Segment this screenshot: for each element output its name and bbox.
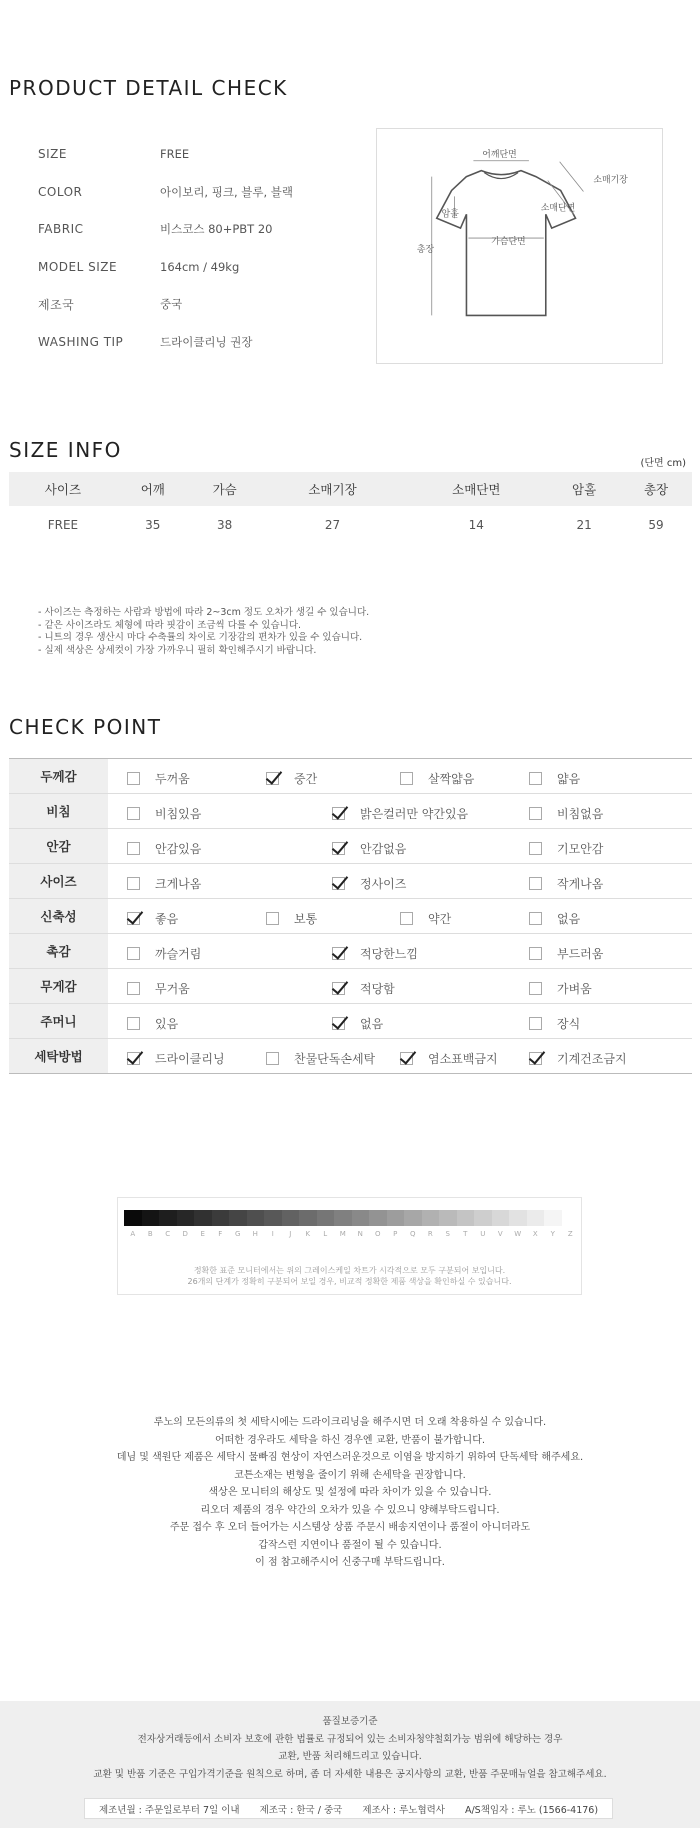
notice-line: 색상은 모니터의 해상도 및 설정에 따라 차이가 있을 수 있습니다. [208, 1487, 492, 1498]
grayscale-letter: G [235, 1230, 241, 1238]
check-option-label: 작게나옴 [557, 877, 604, 891]
grayscale-letter: K [305, 1230, 311, 1238]
check-option-label: 찬물단독손세탁 [294, 1052, 376, 1066]
check-option [266, 1050, 375, 1067]
check-option-label: 무거움 [155, 982, 190, 996]
check-option [127, 1015, 178, 1032]
grayscale-letter: C [165, 1230, 171, 1238]
grayscale-swatch [264, 1210, 282, 1226]
check-row-label: 두께감 [9, 759, 108, 794]
grayscale-swatch [527, 1210, 545, 1226]
check-row [9, 864, 692, 899]
diagram-label-sleeve-length: 소매기장 [593, 175, 628, 186]
footer [0, 1701, 700, 1828]
grayscale-swatch [299, 1210, 317, 1226]
checked-box-icon [400, 1052, 413, 1065]
product-info-box [84, 1798, 613, 1819]
grayscale-letter: U [480, 1230, 486, 1238]
size-info-title: SIZE INFO [9, 438, 122, 462]
check-option-label: 중간 [294, 772, 318, 786]
check-option-label: 비침있음 [155, 807, 202, 821]
check-option-label: 약간 [428, 912, 452, 926]
footer-info-item: A/S책임자 : 루노 (1566-4176) [464, 1804, 599, 1816]
check-option [127, 770, 190, 787]
check-option [127, 980, 190, 997]
check-option [332, 840, 406, 857]
grayscale-swatch [142, 1210, 160, 1226]
check-option [266, 770, 317, 787]
detail-row [38, 182, 293, 202]
footer-info-item: 제조년월 : 주문일로부터 7일 이내 [98, 1804, 240, 1816]
check-row-label: 안감 [9, 829, 108, 864]
grayscale-letter: H [252, 1230, 258, 1238]
notice-text [0, 1414, 700, 1572]
unchecked-box-icon [529, 912, 542, 925]
grayscale-swatch [317, 1210, 335, 1226]
check-option-label: 살짝얇음 [428, 772, 475, 786]
size-value-cell: 38 [217, 517, 233, 532]
check-row-label: 세탁방법 [9, 1039, 108, 1074]
detail-row [38, 257, 239, 277]
unchecked-box-icon [529, 772, 542, 785]
grayscale-letter: N [357, 1230, 363, 1238]
notice-line: 갑작스런 지연이나 품절이 될 수 있습니다. [258, 1539, 442, 1551]
grayscale-swatch [544, 1210, 562, 1226]
check-option-label: 밝은컬러만 약간있음 [360, 807, 469, 821]
check-option-label: 염소표백금지 [428, 1052, 498, 1066]
check-row-options [108, 864, 692, 899]
check-row-options [108, 794, 692, 829]
grayscale-swatch [282, 1210, 300, 1226]
grayscale-swatch [439, 1210, 457, 1226]
size-table [9, 472, 692, 543]
unchecked-box-icon [127, 982, 140, 995]
detail-label: 제조국 [38, 297, 75, 312]
checked-box-icon [529, 1052, 542, 1065]
notice-line: 주문 접수 후 오더 들어가는 시스템상 상품 주문시 배송지연이나 품절이 아니더라도 [169, 1522, 531, 1533]
check-row [9, 969, 692, 1004]
unchecked-box-icon [529, 877, 542, 890]
footer-info-item: 제조국 : 한국 / 중국 [259, 1804, 343, 1816]
detail-value: 드라이클리닝 권장 [160, 334, 253, 349]
size-diagram [376, 128, 663, 364]
grayscale-letter: Z [567, 1230, 573, 1238]
check-option-label: 기계건조금지 [557, 1052, 627, 1066]
detail-label: FABRIC [38, 222, 84, 236]
grayscale-swatch [387, 1210, 405, 1226]
check-option [266, 910, 317, 927]
check-row-options [108, 899, 692, 934]
check-row-options [108, 759, 692, 794]
check-option [400, 770, 474, 787]
check-row-options [108, 829, 692, 864]
check-option-label: 없음 [360, 1017, 384, 1031]
grayscale-letter: B [147, 1230, 153, 1238]
footer-line: 교환 및 반품 기준은 구입가격기준을 원칙으로 하며, 좀 더 자세한 내용은 공지사항의 교환, 반품 주문매뉴얼을 참고해주세요. [93, 1768, 607, 1780]
unchecked-box-icon [529, 842, 542, 855]
grayscale-letter: L [323, 1230, 328, 1238]
check-option-label: 부드러움 [557, 947, 604, 961]
grayscale-note [118, 1265, 581, 1287]
check-option [332, 875, 406, 892]
grayscale-swatch [474, 1210, 492, 1226]
check-row-options [108, 1039, 692, 1074]
check-option-label: 적당함 [360, 982, 395, 996]
diagram-label-chest: 가슴단면 [491, 237, 526, 248]
check-row-label: 무게감 [9, 969, 108, 1004]
checked-box-icon [127, 912, 140, 925]
checked-box-icon [332, 1017, 345, 1030]
grayscale-letter: M [339, 1230, 346, 1238]
grayscale-letter: A [130, 1230, 136, 1238]
check-option [127, 910, 178, 927]
diagram-label-armhole: 암홀 [441, 209, 459, 220]
check-option [127, 875, 201, 892]
size-unit-note: (단면 cm) [640, 458, 686, 469]
product-detail-title: PRODUCT DETAIL CHECK [9, 76, 288, 100]
checked-box-icon [332, 877, 345, 890]
check-option [332, 945, 418, 962]
grayscale-letter: P [393, 1230, 398, 1238]
check-option-label: 보통 [294, 912, 318, 926]
size-header-cell: 어깨 [117, 472, 189, 506]
tshirt-diagram [377, 129, 662, 363]
grayscale-letter: S [445, 1230, 450, 1238]
diagram-label-sleeve-width: 소매단면 [540, 203, 576, 214]
detail-value: 비스코스 80+PBT 20 [160, 222, 273, 236]
unchecked-box-icon [127, 947, 140, 960]
unchecked-box-icon [529, 1017, 542, 1030]
check-option-label: 있음 [155, 1017, 179, 1031]
grayscale-letter: E [200, 1230, 205, 1238]
check-option-label: 드라이클리닝 [155, 1052, 225, 1066]
size-value-cell: FREE [47, 517, 79, 532]
check-row-label: 사이즈 [9, 864, 108, 899]
diagram-label-shoulder: 어깨단면 [482, 149, 517, 160]
check-row-label: 신축성 [9, 899, 108, 934]
grayscale-swatch [509, 1210, 527, 1226]
grayscale-swatch [334, 1210, 352, 1226]
diagram-label-length: 총장 [416, 244, 435, 255]
detail-row [38, 144, 189, 164]
check-option [332, 980, 395, 997]
grayscale-swatch [404, 1210, 422, 1226]
check-row [9, 794, 692, 829]
check-point-title: CHECK POINT [9, 715, 162, 739]
check-row-options [108, 1004, 692, 1039]
checked-box-icon [332, 842, 345, 855]
check-option [400, 1050, 498, 1067]
grayscale-letter: I [271, 1230, 274, 1238]
checked-box-icon [332, 982, 345, 995]
check-row [9, 1004, 692, 1039]
check-option-label: 크게나옴 [155, 877, 202, 891]
unchecked-box-icon [529, 807, 542, 820]
grayscale-bar [124, 1210, 579, 1226]
grayscale-letter: J [289, 1230, 292, 1238]
check-row-options [108, 969, 692, 1004]
check-option [332, 1015, 383, 1032]
size-note-line: - 니트의 경우 생산시 마다 수축률의 차이로 기장감의 편차가 있을 수 있습니다. [38, 632, 363, 643]
check-row-label: 주머니 [9, 1004, 108, 1039]
check-option-label: 기모안감 [557, 842, 604, 856]
checked-box-icon [266, 772, 279, 785]
unchecked-box-icon [529, 947, 542, 960]
check-option [127, 945, 201, 962]
notice-line: 루노의 모든의류의 첫 세탁시에는 드라이크리닝을 해주시면 더 오래 착용하실 수 있습니다. [153, 1417, 547, 1428]
check-option [529, 945, 603, 962]
size-value-cell: 21 [576, 517, 592, 532]
detail-label: COLOR [38, 184, 83, 199]
grayscale-letter: D [182, 1230, 188, 1238]
unchecked-box-icon [127, 1017, 140, 1030]
check-option-label: 안감있음 [155, 842, 202, 856]
grayscale-letter: Q [409, 1230, 416, 1238]
grayscale-swatch [229, 1210, 247, 1226]
size-note-line: - 같은 사이즈라도 체형에 따라 핏감이 조금씩 다를 수 있습니다. [38, 619, 302, 631]
check-option-label: 안감없음 [360, 842, 407, 856]
detail-value: 164cm / 49kg [160, 259, 240, 274]
check-option-label: 얇음 [557, 772, 581, 786]
grayscale-swatch [194, 1210, 212, 1226]
grayscale-letter: O [374, 1230, 381, 1238]
grayscale-swatch [457, 1210, 475, 1226]
check-row [9, 759, 692, 794]
size-value-cell: 59 [648, 517, 664, 532]
check-option-label: 좋음 [155, 912, 179, 926]
check-option-label: 가벼움 [557, 982, 592, 996]
grayscale-swatch [369, 1210, 387, 1226]
grayscale-note-line: 26개의 단계가 정확히 구분되어 보일 경우, 비교적 정확한 제품 색상을 확인하실 수 있습니다. [187, 1277, 512, 1286]
check-row [9, 829, 692, 864]
size-header-cell: 총장 [620, 472, 692, 506]
unchecked-box-icon [529, 982, 542, 995]
grayscale-chart [117, 1197, 582, 1295]
grayscale-swatch [124, 1210, 142, 1226]
size-value-cell: 35 [145, 517, 161, 532]
unchecked-box-icon [127, 842, 140, 855]
notice-line: 이 점 참고해주시어 신중구매 부탁드립니다. [255, 1557, 445, 1568]
check-row [9, 934, 692, 969]
size-value-cell: 14 [468, 517, 484, 532]
check-option-label: 정사이즈 [360, 877, 407, 891]
size-header-cell: 가슴 [189, 472, 261, 506]
check-option [529, 1015, 580, 1032]
grayscale-letter: X [532, 1230, 538, 1238]
unchecked-box-icon [266, 1052, 279, 1065]
quality-guarantee-text [0, 1713, 700, 1783]
detail-value: 중국 [160, 297, 183, 311]
checked-box-icon [127, 1052, 140, 1065]
check-option [400, 910, 451, 927]
size-notes [38, 607, 369, 657]
check-row-label: 비침 [9, 794, 108, 829]
size-header-cell: 소매기장 [261, 472, 405, 506]
check-option [529, 875, 603, 892]
check-row [9, 1039, 692, 1074]
detail-value: FREE [160, 147, 190, 161]
check-row-label: 촉감 [9, 934, 108, 969]
notice-line: 코튼소재는 변형을 줄이기 위해 손세탁을 권장합니다. [234, 1469, 466, 1481]
grayscale-swatch [422, 1210, 440, 1226]
unchecked-box-icon [127, 877, 140, 890]
size-header-cell: 소매단면 [404, 472, 548, 506]
grayscale-letters [124, 1230, 579, 1238]
grayscale-letter: F [218, 1230, 223, 1238]
grayscale-letter: V [497, 1230, 503, 1238]
grayscale-swatch [159, 1210, 177, 1226]
size-value-cell: 27 [324, 517, 341, 532]
detail-label: WASHING TIP [38, 334, 124, 349]
check-option [529, 840, 603, 857]
detail-row [38, 294, 182, 314]
notice-line: 데님 및 색원단 제품은 세탁시 물빠짐 현상이 자연스러운것으로 이염을 방지하기 위하여 단독세탁 해주세요. [116, 1452, 584, 1463]
unchecked-box-icon [127, 807, 140, 820]
check-option [127, 840, 201, 857]
unchecked-box-icon [266, 912, 279, 925]
grayscale-note-line: 정확한 표준 모니터에서는 위의 그레이스케일 차트가 시각적으로 모두 구분되어 보입니다. [193, 1266, 506, 1275]
check-option-label: 비침없음 [557, 807, 604, 821]
check-option [529, 770, 580, 787]
detail-label: MODEL SIZE [38, 259, 118, 274]
unchecked-box-icon [400, 772, 413, 785]
check-option [529, 910, 580, 927]
unchecked-box-icon [127, 772, 140, 785]
detail-label: SIZE [38, 147, 67, 161]
checked-box-icon [332, 947, 345, 960]
size-note-line: - 사이즈는 측정하는 사람과 방법에 따라 2~3cm 정도 오차가 생길 수 있습니다. [38, 607, 370, 618]
check-option-label: 적당한느낌 [360, 947, 418, 961]
footer-line: 교환, 반품 처리해드리고 있습니다. [278, 1751, 422, 1762]
check-option-label: 장식 [557, 1017, 581, 1031]
size-header-cell: 사이즈 [9, 472, 117, 506]
grayscale-swatch [352, 1210, 370, 1226]
grayscale-swatch [492, 1210, 510, 1226]
check-point-table [9, 758, 692, 1074]
notice-line: 리오더 제품의 경우 약간의 오차가 있을 수 있으니 양해부탁드립니다. [200, 1504, 500, 1516]
size-header-cell: 암홀 [548, 472, 620, 506]
footer-line: 품질보증기준 [322, 1716, 378, 1727]
check-row-options [108, 934, 692, 969]
size-note-line: - 실제 색상은 상세컷이 가장 가까우니 필히 확인해주시기 바랍니다. [38, 644, 317, 656]
grayscale-swatch [562, 1210, 580, 1226]
check-option [127, 1050, 225, 1067]
grayscale-swatch [212, 1210, 230, 1226]
check-option [529, 1050, 627, 1067]
grayscale-letter: T [463, 1230, 468, 1238]
detail-row [38, 219, 273, 239]
check-option-label: 까슬거림 [155, 947, 202, 961]
check-option [529, 805, 603, 822]
check-option [127, 805, 201, 822]
detail-value: 아이보리, 핑크, 블루, 블랙 [160, 184, 294, 199]
grayscale-letter: W [514, 1230, 522, 1238]
grayscale-letter: R [427, 1230, 433, 1238]
checked-box-icon [332, 807, 345, 820]
check-option-label: 두꺼움 [155, 772, 190, 786]
grayscale-letter: Y [550, 1230, 555, 1238]
check-option [332, 805, 468, 822]
footer-line: 전자상거래등에서 소비자 보호에 관한 법률로 규정되어 있는 소비자청약철회가능 범위에 해당하는 경우 [137, 1733, 563, 1745]
check-row [9, 899, 692, 934]
unchecked-box-icon [400, 912, 413, 925]
grayscale-swatch [247, 1210, 265, 1226]
detail-row [38, 332, 253, 352]
check-option-label: 없음 [557, 912, 581, 926]
check-option [529, 980, 592, 997]
notice-line: 어떠한 경우라도 세탁을 하신 경우엔 교환, 반품이 불가합니다. [214, 1434, 486, 1446]
grayscale-swatch [177, 1210, 195, 1226]
footer-info-item: 제조사 : 루노협력사 [362, 1804, 445, 1816]
